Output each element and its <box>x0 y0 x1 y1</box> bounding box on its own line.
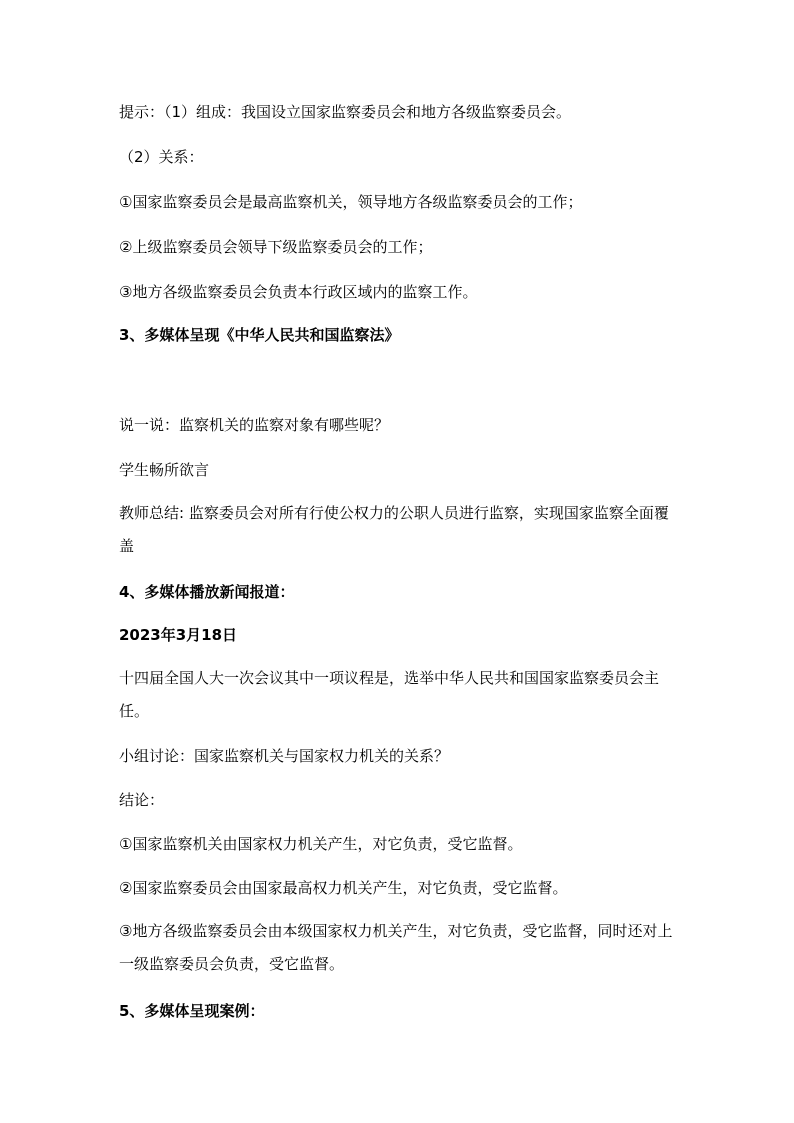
student-response: 学生畅所欲言 <box>119 461 210 479</box>
conclusion-point-1: ①国家监察机关由国家权力机关产生，对它负责，受它监督。 <box>119 835 523 853</box>
group-discussion: 小组讨论：国家监察机关与国家权力机关的关系？ <box>119 747 450 765</box>
news-content: 十四届全国人大一次会议其中一项议程是，选举中华人民共和国国家监察委员会主任。 <box>119 669 660 720</box>
relation-point-2: ②上级监察委员会领导下级监察委员会的工作； <box>119 238 433 256</box>
conclusion-point-3: ③地方各级监察委员会由本级国家权力机关产生，对它负责，受它监督，同时还对上一级监察委员会负责，受它监督。 <box>119 922 673 973</box>
relation-point-3: ③地方各级监察委员会负责本行政区域内的监察工作。 <box>119 283 478 301</box>
teacher-summary: 教师总结: 监察委员会对所有行使公权力的公职人员进行监察，实现国家监察全面覆盖 <box>119 504 669 555</box>
relation-point-1: ①国家监察委员会是最高监察机关，领导地方各级监察委员会的工作； <box>119 193 583 211</box>
conclusion-point-2: ②国家监察委员会由国家最高权力机关产生，对它负责，受它监督。 <box>119 879 568 897</box>
hint-composition: 提示：（1）组成：我国设立国家监察委员会和地方各级监察委员会。 <box>119 103 572 121</box>
discussion-question: 说一说：监察机关的监察对象有哪些呢？ <box>119 416 390 434</box>
section-5-heading: 5、多媒体呈现案例： <box>119 1002 265 1020</box>
news-date: 2023年3月18日 <box>119 626 238 644</box>
section-4-heading: 4、多媒体播放新闻报道： <box>119 583 295 601</box>
conclusion-heading: 结论： <box>119 791 165 809</box>
section-3-heading: 3、多媒体呈现《中华人民共和国监察法》 <box>119 326 400 344</box>
relation-heading: （2）关系： <box>119 148 204 166</box>
